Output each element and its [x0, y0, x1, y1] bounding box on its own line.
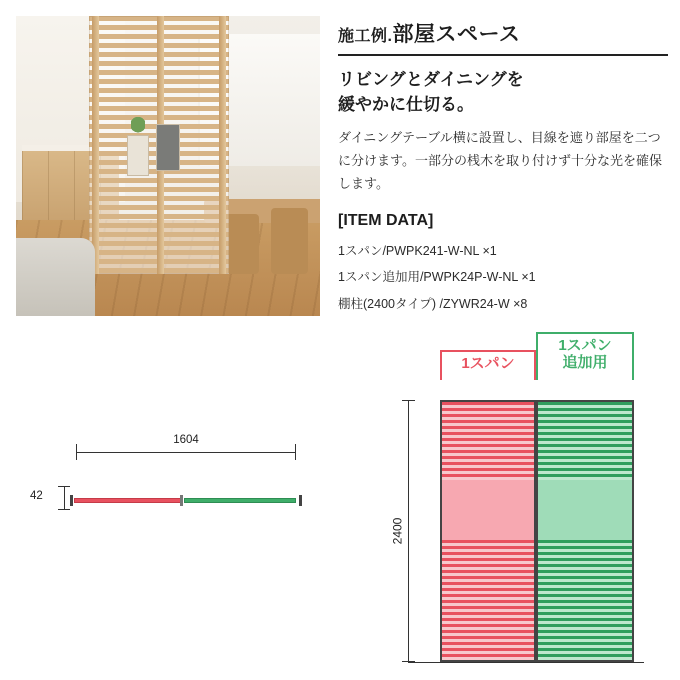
depth-tick-bottom	[58, 509, 70, 510]
elevation-red-slats-bottom	[442, 540, 534, 660]
label-span-red	[440, 350, 536, 380]
elevation-red-slats-top	[442, 402, 534, 480]
room-example-photo	[16, 16, 320, 316]
elevation-red-open-section	[442, 480, 534, 540]
top-view-endcap-left	[70, 495, 73, 506]
width-dimension	[76, 436, 296, 458]
page-title-kicker: 施工例.	[338, 28, 393, 45]
elevation-green-open-section	[538, 480, 632, 540]
technical-drawings	[0, 326, 680, 680]
photo-chair-right	[271, 208, 307, 274]
elevation-drawing	[372, 337, 662, 674]
depth-dimension-label: 42	[30, 490, 43, 502]
top-view-endcap-center	[180, 495, 183, 506]
top-view-span-red	[74, 498, 182, 503]
depth-tick-top	[58, 486, 70, 487]
item-data-row: 1スパン/PWPK241-W-NL ×1	[338, 243, 497, 258]
top-view-endcap-right	[299, 495, 302, 506]
top-view-bar	[74, 494, 298, 506]
photo-shelf-box-1	[127, 135, 149, 176]
label-span-red-text: 1スパン	[461, 355, 515, 372]
page-title	[338, 18, 668, 54]
photo-sofa	[16, 238, 95, 316]
depth-dimension	[30, 486, 70, 512]
height-dimension-line	[408, 400, 409, 662]
width-dimension-label: 1604	[168, 434, 204, 446]
elevation-green-slats-bottom	[538, 540, 632, 660]
lead-line-2: 緩やかに仕切る。	[338, 94, 474, 114]
width-tick-left	[76, 444, 77, 460]
item-data-heading: [ITEM DATA]	[338, 211, 434, 229]
width-dimension-line	[76, 452, 296, 453]
width-tick-right	[295, 444, 296, 460]
page-title-main: 部屋スペース	[392, 23, 521, 46]
top-view-span-green	[184, 498, 296, 503]
photo-slat-partition	[89, 16, 229, 274]
description-column	[338, 18, 668, 318]
elevation-green-slats-top	[538, 402, 632, 480]
photo-partition-post-right	[219, 16, 226, 274]
elevation-panel-green	[536, 400, 634, 662]
photo-shelf-box-2	[156, 124, 180, 170]
item-data-row: 1スパン追加用/PWPK24P-W-NL ×1	[338, 270, 536, 285]
label-span-green-text-2: 追加用	[562, 354, 608, 372]
depth-dimension-line	[64, 486, 65, 510]
photo-partition-post-left	[92, 16, 99, 274]
lead-line-1: リビングとダイニングを	[338, 70, 524, 89]
height-dimension	[386, 400, 430, 662]
height-dimension-label: 2400	[387, 516, 407, 547]
item-data-row: 棚柱(2400タイプ) /ZYWR24-W ×8	[338, 297, 528, 312]
description-text: ダイニングテーブル横に設置し、目線を遮り部屋を二つに分けます。一部分の桟木を取り付けず十分な光を確保します。	[338, 130, 662, 191]
top-view-drawing	[16, 406, 316, 546]
height-tick-top	[402, 400, 415, 401]
photo-plant	[131, 109, 145, 135]
elevation-base-line	[408, 662, 644, 663]
label-span-green-text-1: 1スパン	[558, 337, 612, 354]
lead-text	[338, 68, 668, 117]
elevation-panel-red	[440, 400, 536, 662]
label-span-green	[536, 332, 634, 380]
title-divider	[338, 54, 668, 56]
